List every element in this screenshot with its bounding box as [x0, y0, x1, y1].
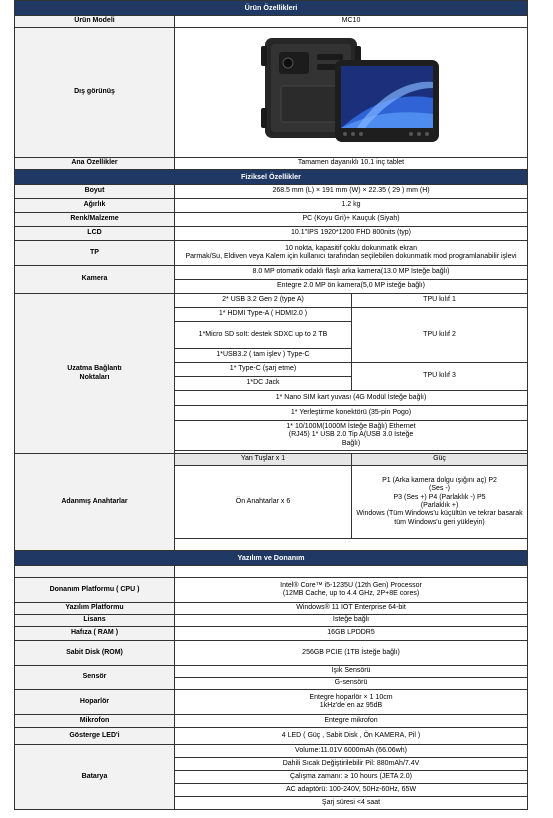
os-label: Yazılım Platformu — [15, 603, 175, 615]
lcd-label: LCD — [15, 227, 175, 241]
sensor-g: G-sensörü — [175, 678, 528, 690]
battery-charge: Şarj süresi <4 saat — [175, 797, 528, 810]
section-software-hardware: Yazılım ve Donanım — [15, 551, 528, 566]
mic-value: Entegre mikrofon — [175, 715, 528, 728]
keys-spacer — [175, 539, 528, 551]
product-image-cell — [175, 28, 528, 158]
color-material-label: Renk/Malzeme — [15, 213, 175, 227]
front-keys-description: P1 (Arka kamera dolgu ışığını aç) P2 (Ses -) P3 (Ses +) P4 (Parlaklık -) P5 (Parlaklık +) Windows (Tüm Windows'u küçültün ve tekrar basarak tüm Windows'u geri yükleyin) — [352, 466, 528, 539]
weight-label: Ağırlık — [15, 199, 175, 213]
battery-adapter: AC adaptörü: 100-240V, 50Hz-60Hz, 65W — [175, 784, 528, 797]
port-hdmi: 1* HDMI Type-A ( HDMI2.0 ) — [175, 308, 352, 322]
color-material-value: PC (Koyu Gri)+ Kauçuk (Siyah) — [175, 213, 528, 227]
ram-label: Hafıza ( RAM ) — [15, 627, 175, 641]
main-features-value: Tamamen dayanıklı 10.1 inç tablet — [175, 158, 528, 170]
section-product-features: Ürün Özellikleri — [15, 1, 528, 16]
camera-rear-value: 8.0 MP otomatik odaklı flaşlı arka kamera(13.0 MP İsteğe bağlı) — [175, 266, 528, 280]
rom-value: 256GB PCIE (1TB İsteğe bağlı) — [175, 641, 528, 666]
camera-front-value: Entegre 2.0 MP ön kamera(5,0 MP isteğe bağlı) — [175, 280, 528, 294]
spec-sheet — [14, 0, 527, 810]
battery-volume: Volume:11.01V 6000mAh (66.06wh) — [175, 745, 528, 758]
side-keys-header: Yan Tuşlar x 1 — [175, 454, 352, 466]
port-microsd: 1*Micro SD soIt: destek SDXC up to 2 TB — [175, 322, 352, 349]
license-value: İsteğe bağlı — [175, 615, 528, 627]
rugged-tablet-image — [261, 32, 441, 154]
spec-table — [14, 0, 528, 810]
port-pogo: 1* Yerleştirme konektörü (35-pin Pogo) — [175, 406, 528, 421]
sensor-light: Işık Sensörü — [175, 666, 528, 678]
lcd-value: 10.1"IPS 1920*1200 FHD 800nits (typ) — [175, 227, 528, 241]
weight-value: 1.2 kg — [175, 199, 528, 213]
appearance-label: Dış görünüş — [15, 28, 175, 158]
size-label: Boyut — [15, 185, 175, 199]
port-dc-jack: 1*DC Jack — [175, 377, 352, 391]
battery-replaceable: Dahili Sıcak Değiştirilebilir Pil: 880mAh/7.4V — [175, 758, 528, 771]
tpu-case-3: TPU kılıf 3 — [352, 363, 528, 391]
ports-label: Uzatma Bağlantı Noktaları — [15, 294, 175, 454]
model-label: Ürün Modeli — [15, 16, 175, 28]
model-value: MC10 — [175, 16, 528, 28]
tp-label: TP — [15, 241, 175, 266]
mic-label: Mikrofon — [15, 715, 175, 728]
battery-label: Batarya — [15, 745, 175, 810]
speaker-label: Hoparlör — [15, 690, 175, 715]
speaker-value: Entegre hoparlör × 1 10cm 1kHz'de en az 95dB — [175, 690, 528, 715]
os-value: Windows® 11 IOT Enterprise 64-bit — [175, 603, 528, 615]
port-typec-charge: 1* Type-C (şarj etme) — [175, 363, 352, 377]
battery-runtime: Çalışma zamanı: ≥ 10 hours (JETA 2.0) — [175, 771, 528, 784]
power-header: Güç — [352, 454, 528, 466]
led-label: Gösterge LED'i — [15, 728, 175, 745]
led-value: 4 LED ( Güç , Sabit Disk , Ön KAMERA, Pil ) — [175, 728, 528, 745]
section-physical: Fiziksel Özellikler — [15, 170, 528, 185]
ram-value: 16GB LPDDR5 — [175, 627, 528, 641]
main-features-label: Ana Özellikler — [15, 158, 175, 170]
port-usb32-typea: 2* USB 3.2 Gen 2 (type A) — [175, 294, 352, 308]
front-keys: Ön Anahtarlar x 6 — [175, 466, 352, 539]
rom-label: Sabit Disk (ROM) — [15, 641, 175, 666]
size-value: 268.5 mm (L) × 191 mm (W) × 22.35 ( 29 ) mm (H) — [175, 185, 528, 199]
cpu-label: Donanım Platformu ( CPU ) — [15, 578, 175, 603]
license-label: Lisans — [15, 615, 175, 627]
camera-label: Kamera — [15, 266, 175, 294]
port-sim: 1* Nano SIM kart yuvası (4G Modül İsteğe bağlı) — [175, 391, 528, 406]
port-ethernet-usb: 1* 10/100M(1000M İsteğe Bağlı) Ethernet (RJ45) 1* USB 2.0 Tip A(USB 3.0 İsteğe Bağlı) — [175, 421, 528, 451]
sensor-label: Sensör — [15, 666, 175, 690]
tp-value: 10 nokta, kapasitif çoklu dokunmatik ekran Parmak/Su, Eldiven veya Kalem için kullanıcı tarafından seçilebilen dokunmatik mod programlanabilir işlevi — [175, 241, 528, 266]
keys-label: Adanmış Anahtarlar — [15, 454, 175, 551]
cpu-value: Intel® Core™ i5-1235U (12th Gen) Processor (12MB Cache, up to 4.4 GHz, 2P+8E cores) — [175, 578, 528, 603]
tpu-case-2: TPU kılıf 2 — [352, 308, 528, 363]
hw-spacer-label — [15, 566, 175, 578]
tpu-case-1: TPU kılıf 1 — [352, 294, 528, 308]
port-usb32-typec: 1*USB3.2 ( tam işlev ) Type-C — [175, 349, 352, 363]
hw-spacer-value — [175, 566, 528, 578]
